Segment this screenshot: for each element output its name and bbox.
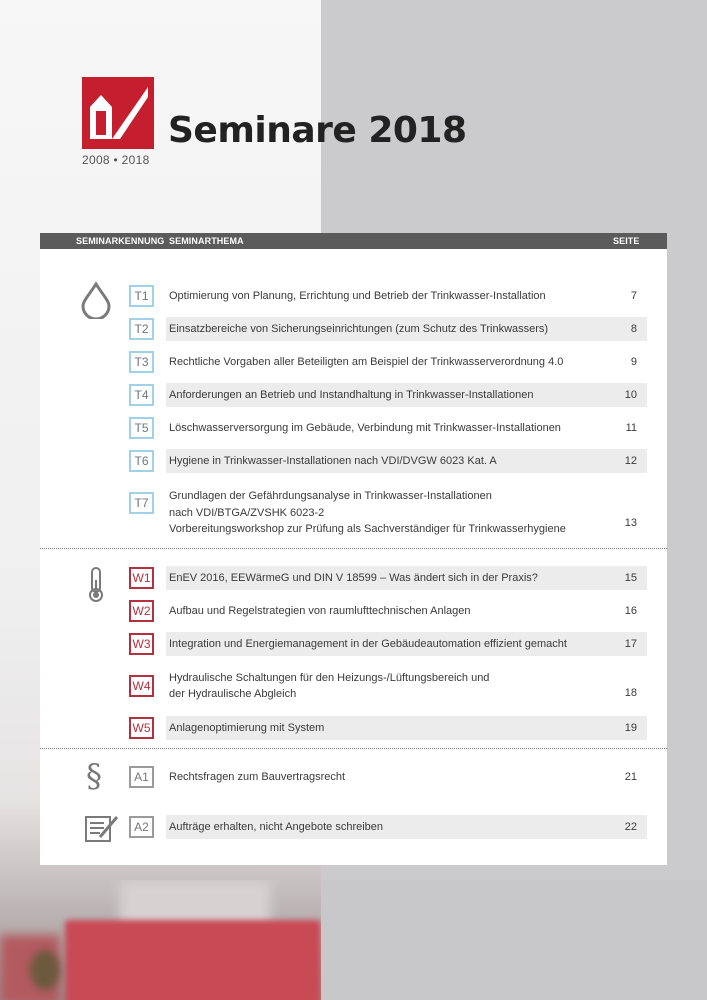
- seminar-row[interactable]: [166, 667, 647, 703]
- seminar-row[interactable]: [166, 599, 647, 623]
- seminar-row[interactable]: [166, 449, 647, 473]
- seminar-topic: Anlagenoptimierung mit System: [169, 722, 325, 734]
- thermometer-icon: [86, 566, 106, 602]
- seminar-code-badge: T7: [129, 492, 154, 514]
- seminar-page: 15: [624, 572, 637, 584]
- seminar-topic: Optimierung von Planung, Errichtung und Betrieb der Trinkwasser-Installation: [169, 290, 546, 302]
- seminar-row[interactable]: [166, 566, 647, 590]
- seminar-code-badge: T3: [129, 351, 154, 373]
- background-photo-right: [321, 880, 707, 1000]
- seminar-row[interactable]: [166, 317, 647, 341]
- seminar-row[interactable]: [166, 632, 647, 656]
- seminar-page: 11: [625, 422, 637, 434]
- seminar-row[interactable]: [166, 383, 647, 407]
- seminar-code-badge: W1: [129, 567, 154, 589]
- seminar-code-badge: T5: [129, 417, 154, 439]
- seminar-page: 9: [630, 356, 637, 368]
- background-photo: [0, 880, 321, 1000]
- contract-pen-icon: [84, 813, 120, 843]
- seminar-code-badge: T4: [129, 384, 154, 406]
- seminar-row[interactable]: [166, 284, 647, 308]
- seminar-page: 17: [624, 638, 637, 650]
- seminar-table: [40, 233, 667, 865]
- anniversary-logo: [82, 77, 154, 149]
- seminar-topic: Integration und Energiemanagement in der Gebäudeautomation effizient gemacht: [169, 638, 567, 650]
- seminar-topic: Grundlagen der Gefährdungsanalyse in Trinkwasser-Installationen nach VDI/BTGA/ZVSHK 6023-2 Vorbereitungsworkshop zur Prüfung als Sachverständiger für Trinkwasserhygiene: [169, 490, 566, 535]
- seminar-topic: Hygiene in Trinkwasser-Installationen nach VDI/DVGW 6023 Kat. A: [169, 455, 497, 467]
- seminar-topic: Aufbau und Regelstrategien von raumlufttechnischen Anlagen: [169, 605, 471, 617]
- column-header-code: SEMINARKENNUNG: [76, 236, 165, 246]
- column-header-page: SEITE: [613, 236, 640, 246]
- seminar-row[interactable]: [166, 765, 647, 789]
- seminar-page: 10: [624, 389, 637, 401]
- seminar-code-badge: T2: [129, 318, 154, 340]
- seminar-page: 8: [630, 323, 637, 335]
- seminar-page: 12: [624, 455, 637, 467]
- water-drop-icon: [80, 281, 112, 319]
- seminar-topic: EnEV 2016, EEWärmeG und DIN V 18599 – Was ändert sich in der Praxis?: [169, 572, 538, 584]
- logo-checkmark-icon: [82, 77, 154, 149]
- seminar-row[interactable]: [166, 716, 647, 740]
- seminar-topic: Hydraulische Schaltungen für den Heizungs-/Lüftungsbereich und der Hydraulische Abgleich: [169, 672, 490, 700]
- seminar-page: 22: [624, 821, 637, 833]
- seminar-code-badge: T1: [129, 285, 154, 307]
- seminar-code-badge: W3: [129, 633, 154, 655]
- seminar-topic: Rechtsfragen zum Bauvertragsrecht: [169, 771, 346, 783]
- seminar-code-badge: A2: [129, 816, 154, 838]
- seminar-topic: Anforderungen an Betrieb und Instandhaltung in Trinkwasser-Installationen: [169, 389, 534, 401]
- column-header-topic: SEMINARTHEMA: [169, 236, 244, 246]
- seminar-topic: Rechtliche Vorgaben aller Beteiligten am Beispiel der Trinkwasserverordnung 4.0: [169, 356, 564, 368]
- seminar-row[interactable]: [166, 815, 647, 839]
- seminar-topic: Einsatzbereiche von Sicherungseinrichtungen (zum Schutz des Trinkwassers): [169, 323, 549, 335]
- seminar-row[interactable]: [166, 350, 647, 374]
- seminar-page: 19: [624, 722, 637, 734]
- seminar-code-badge: W4: [129, 675, 154, 697]
- seminar-topic: Aufträge erhalten, nicht Angebote schreiben: [169, 821, 384, 833]
- logo-years: 2008 • 2018: [82, 153, 150, 167]
- table-header: [40, 233, 667, 249]
- page-title: Seminare 2018: [168, 110, 467, 151]
- seminar-row[interactable]: [166, 483, 647, 535]
- seminar-page: 16: [624, 605, 637, 617]
- seminar-page: 7: [630, 290, 637, 302]
- seminar-row[interactable]: [166, 416, 647, 440]
- seminar-page: 13: [624, 517, 637, 529]
- seminar-code-badge: W5: [129, 717, 154, 739]
- section-divider: [40, 748, 667, 749]
- seminar-code-badge: T6: [129, 450, 154, 472]
- seminar-code-badge: W2: [129, 600, 154, 622]
- seminar-code-badge: A1: [129, 766, 154, 788]
- seminar-page: 21: [624, 771, 637, 783]
- paragraph-icon: §: [86, 757, 102, 795]
- seminar-page: 18: [624, 687, 637, 699]
- section-divider: [40, 548, 667, 549]
- seminar-topic: Löschwasserversorgung im Gebäude, Verbindung mit Trinkwasser-Installationen: [169, 422, 561, 434]
